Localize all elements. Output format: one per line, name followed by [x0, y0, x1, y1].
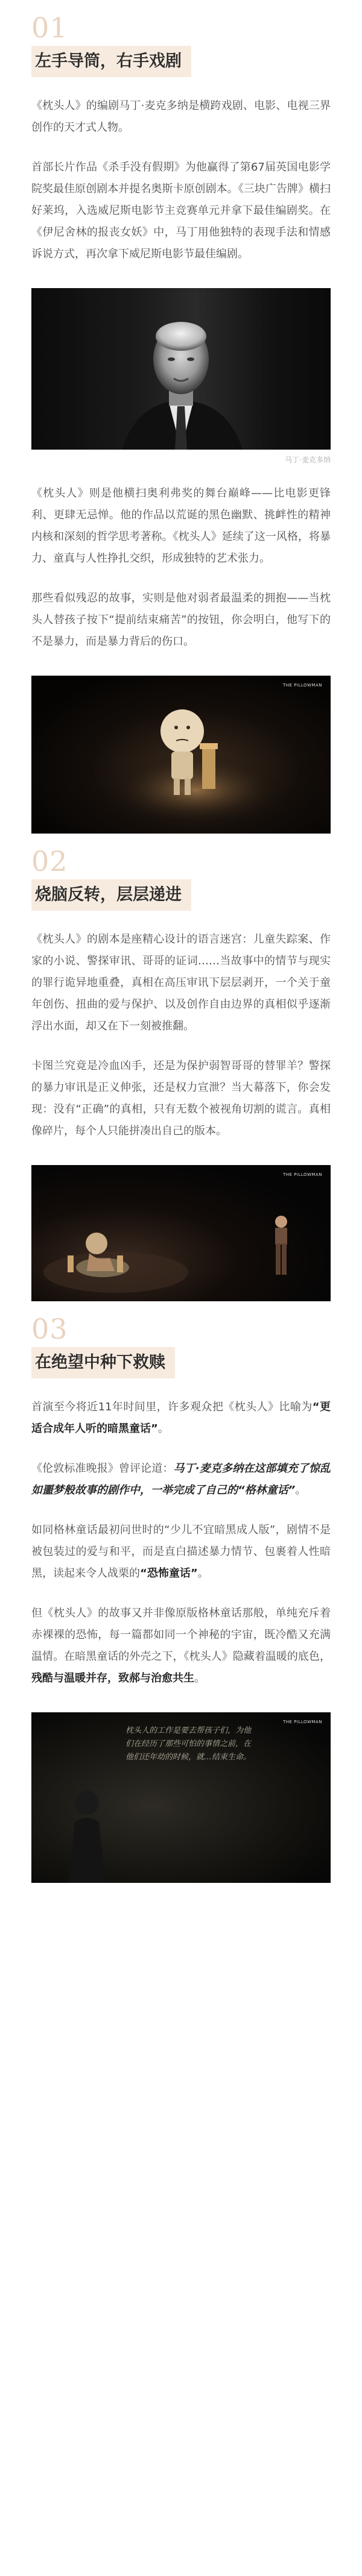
wall-writing: 枕头人的工作是要去帮孩子们，为他们在经历了那些可怕的事情之前，在他们还年幼的时候，就…结束生命。 — [125, 1726, 252, 1762]
quote-text: 马丁·麦克多纳在这部填充了惊乱如噩梦般故事的剧作中，一举完成了自己的“格林童话” — [31, 1462, 331, 1497]
paragraph: 《枕头人》则是他横扫奥利弗奖的舞台巅峰——比电影更锋利、更肆无忌惮。他的作品以荒诞的黑色幽默、挑衅性的精神内核和深刻的哲学思考著称。《枕头人》延续了这一风格，将暴力、童真与人性挣扎交织，形成独特的艺术张力。 — [31, 487, 331, 565]
paragraph: 首部长片作品《杀手没有假期》为他赢得了第67届英国电影学院奖最佳原创剧本并提名奥斯卡原创剧本。《三块广告牌》横扫好莱坞，入选威尼斯电影节主竞赛单元并拿下最佳编剧奖。在《伊尼舍林的报丧女妖》中，马丁用他独特的表现手法和情感诉说方式，再次拿下威尼斯电影节最佳编剧。 — [31, 161, 331, 260]
paragraph — [31, 1458, 331, 1501]
paragraph — [31, 1396, 331, 1440]
section-02 — [31, 844, 331, 1301]
paragraph-text: 但《枕头人》的故事又并非像原版格林童话那般，单纯充斥着赤裸裸的恐怖，每一篇都如同一个神秘的宇宙，既冷酷又充满温情。在暗黑童话的外壳之下，《枕头人》隐藏着温暖的底色， — [31, 1607, 331, 1663]
wall-image — [31, 1712, 331, 1883]
highlight-text: “更适合成年人听的暗黑童话” — [31, 1401, 331, 1435]
paragraph-text: 首演至今将近11年时间里，许多观众把《枕头人》比喻为 — [31, 1401, 313, 1413]
paragraph-text: 。 — [194, 1672, 205, 1685]
portrait-illustration — [31, 288, 331, 450]
paragraph: 《枕头人》的编剧马丁·麦克多纳是横跨戏剧、电影、电视三界创作的天才式人物。 — [31, 99, 331, 134]
section-title: 左手导筒，右手戏剧 — [31, 46, 191, 77]
section-title: 在绝望中种下救赎 — [31, 1347, 175, 1378]
paragraph-text: 如同格林童话最初问世时的“少儿不宜暗黑成人版”，剧情不是被包装过的爱与和平，而是直白描述暴力情节、包裹着人性暗黑，读起来令人战栗的 — [31, 1524, 331, 1580]
paragraph — [31, 1603, 331, 1689]
stage-illustration — [31, 676, 331, 834]
paragraph — [31, 1519, 331, 1585]
highlight-text: “恐怖童话” — [140, 1567, 198, 1580]
section-03 — [31, 1312, 331, 1883]
stage-2-illustration — [31, 1165, 331, 1301]
photo-portrait — [31, 288, 331, 465]
paragraph-text: 。 — [157, 1422, 169, 1435]
paragraph-text: 《伦敦标准晚报》曾评论道： — [31, 1462, 174, 1475]
stage-image-2 — [31, 1165, 331, 1301]
section-01 — [31, 11, 331, 834]
wall-illustration — [31, 1712, 331, 1883]
section-number: 01 — [31, 11, 68, 44]
play-logo: THE PILLOWMAN — [282, 1720, 322, 1724]
paragraph-text: 。 — [295, 1484, 306, 1497]
paragraph: 卡图兰究竟是冷血凶手，还是为保护弱智哥哥的替罪羊？警探的暴力审讯是正义伸张，还是权力宣泄？当大幕落下，你会发现：没有“正确”的真相，只有无数个被视角切割的谎言。真相像碎片，每个人只能拼凑出自己的版本。 — [31, 1060, 331, 1137]
section-title: 烧脑反转，层层递进 — [31, 879, 191, 911]
play-logo: THE PILLOWMAN — [282, 1172, 322, 1177]
paragraph: 《枕头人》的剧本是座精心设计的语言迷宫：儿童失踪案、作家的小说、警探审讯、哥哥的证词……当故事中的情节与现实的罪行诡异地重叠，真相在高压审讯下层层剥开，一个关于童年创伤、扭曲的爱与保护、以及创作自由边界的真相似乎逐渐浮出水面，却又在下一刻被推翻。 — [31, 933, 331, 1032]
photo-stage — [31, 676, 331, 834]
section-number: 03 — [31, 1313, 68, 1345]
paragraph-text: 。 — [197, 1567, 209, 1580]
play-logo: THE PILLOWMAN — [282, 683, 322, 688]
photo-stage-2 — [31, 1165, 331, 1301]
portrait-image — [31, 288, 331, 450]
section-number: 02 — [31, 845, 68, 878]
photo-wall — [31, 1712, 331, 1883]
highlight-text: 残酷与温暖并存，致郝与治愈共生 — [31, 1672, 194, 1685]
stage-image — [31, 676, 331, 834]
photo-caption: 马丁·麦克多纳 — [285, 456, 331, 464]
paragraph: 那些看似残忍的故事，实则是他对弱者最温柔的拥抱——当枕头人替孩子按下“提前结束痛苦”的按钮，你会明白，他写下的不是暴力，而是暴力背后的伤口。 — [31, 592, 331, 648]
